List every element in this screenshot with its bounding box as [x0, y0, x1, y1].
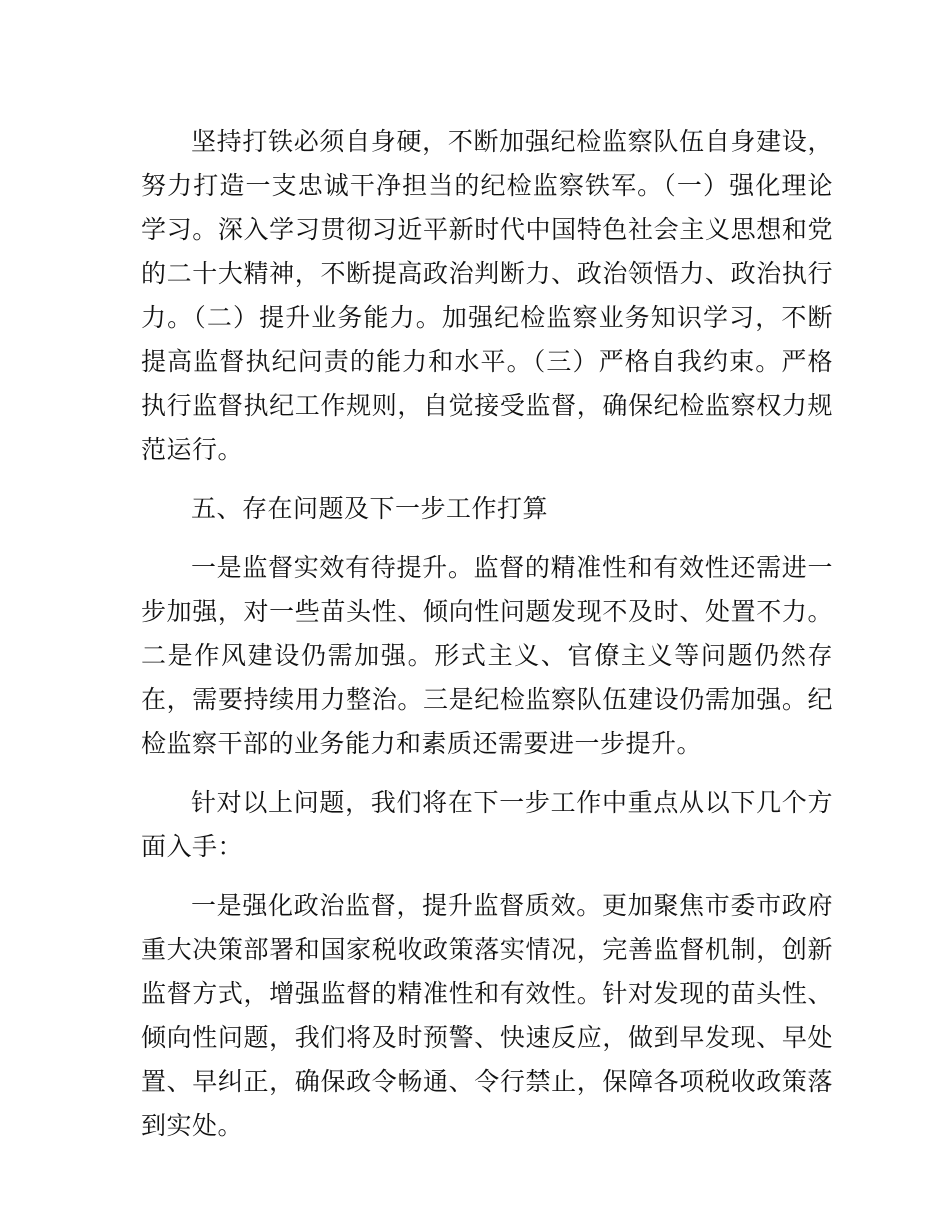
section-heading-problems-and-plans: 五、存在问题及下一步工作打算 [191, 494, 549, 523]
paragraph-political-supervision: 一是强化政治监督，提升监督质效。更加聚焦市委市政府重大决策部署和国家税收政策落实情况，完善监督机制，创新监督方式，增强监督的精准性和有效性。针对发现的苗头性、倾向性问题，我们将及时预警、快速反应，做到早发现、早处置、早纠正，确保政令畅通、令行禁止，保障各项税收政策落到实处。 [141, 891, 833, 1140]
paragraph-existing-problems: 一是监督实效有待提升。监督的精准性和有效性还需进一步加强，对一些苗头性、倾向性问题发现不及时、处置不力。二是作风建设仍需加强。形式主义、官僚主义等问题仍然存在，需要持续用力整治。三是纪检监察队伍建设仍需加强。纪检监察干部的业务能力和素质还需要进一步提升。 [141, 553, 833, 758]
document-body [141, 120, 833, 1163]
paragraph-team-building: 坚持打铁必须自身硬，不断加强纪检监察队伍自身建设，努力打造一支忠诚干净担当的纪检监察铁军。（一）强化理论学习。深入学习贯彻习近平新时代中国特色社会主义思想和党的二十大精神，不断提高政治判断力、政治领悟力、政治执行力。（二）提升业务能力。加强纪检监察业务知识学习，不断提高监督执纪问责的能力和水平。（三）严格自我约束。严格执行监督执纪工作规则，自觉接受监督，确保纪检监察权力规范运行。 [141, 127, 833, 464]
paragraph-next-steps-intro: 针对以上问题，我们将在下一步工作中重点从以下几个方面入手： [141, 788, 833, 861]
